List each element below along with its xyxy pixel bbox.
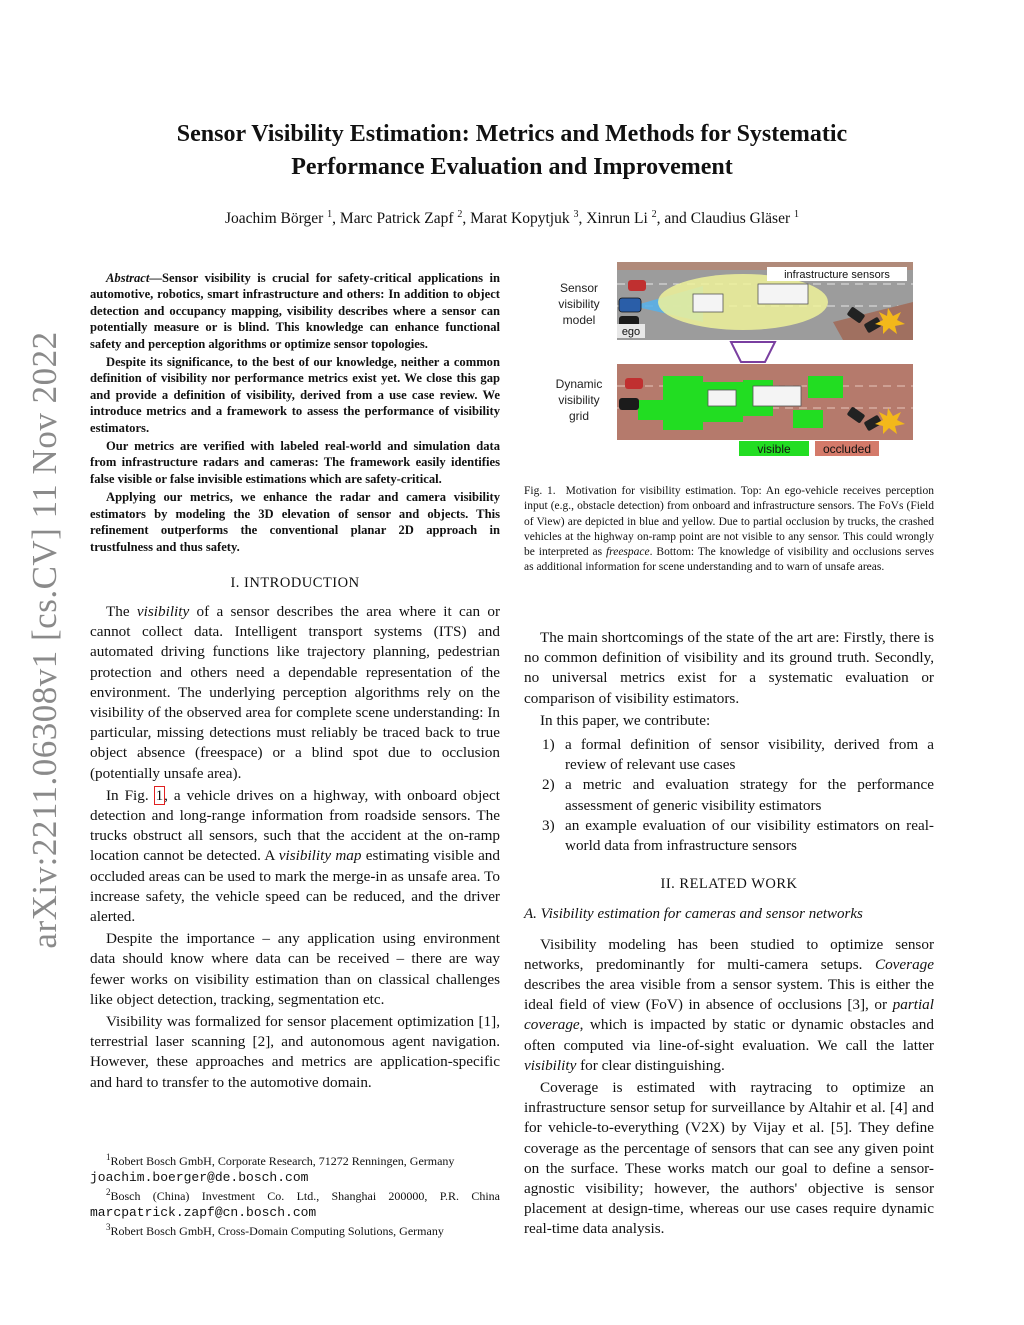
ego-label: ego: [621, 326, 641, 338]
visible-cell: [638, 400, 663, 420]
truck-1: [708, 390, 736, 406]
footnote-email[interactable]: [90, 1205, 500, 1221]
footnote: [90, 1150, 500, 1170]
bottom-label-line: Dynamic: [555, 377, 603, 391]
bottom-label-line: visibility: [558, 393, 600, 407]
paragraph: [90, 786, 500, 927]
abstract: [90, 270, 500, 555]
author-affiliation: 2: [457, 209, 463, 220]
top-label-line: visibility: [558, 297, 600, 311]
subsection-heading: A. Visibility estimation for cameras and sensor networks: [524, 906, 863, 923]
author-affiliation: 1: [794, 209, 800, 220]
author: Joachim Börger: [224, 210, 324, 228]
paragraph: [524, 935, 934, 1076]
arxiv-id-text: arXiv:2211.06308v1 [cs.CV] 11 Nov 2022: [25, 331, 64, 949]
list-text: an example evaluation of our visibility estimators on real-world data from infrastructure sensors: [565, 816, 934, 855]
title-line-1: Sensor Visibility Estimation: Metrics and Methods for Systematic: [176, 121, 848, 147]
footnote: [90, 1185, 500, 1205]
footnote-mark: 1: [106, 1152, 111, 1162]
emphasis: Coverage: [874, 955, 934, 973]
legend-visible-label: visible: [757, 442, 791, 456]
section-heading-introduction: I. INTRODUCTION: [230, 574, 360, 591]
abstract-paragraph: Applying our metrics, we enhance the radar and camera visibility estimators by modeling the 3D elevation of sensor and objects. This refinement outperforms the conventional planar 2D approach in trustfulness and thus safety.: [90, 490, 500, 554]
ego-car: [619, 298, 641, 312]
text-run: for clear distinguishing.: [576, 1056, 725, 1074]
author-affiliation: 1: [327, 209, 333, 220]
truck-2: [758, 284, 808, 304]
right-column: [524, 628, 934, 1242]
visible-cell: [663, 376, 703, 430]
author: Xinrun Li: [586, 210, 648, 228]
footnote-text: Bosch (China) Investment Co. Ltd., Shanghai 200000, P.R. China: [110, 1189, 500, 1203]
author-list: Joachim Börger $^1$, Marc Patrick Zapf $^2$, Marat Kopytjuk $^3$, Xinrun Li $^2$, and Claudius Gläser $^1$: [224, 209, 800, 228]
email-link[interactable]: marcpatrick.zapf@cn.bosch.com: [90, 1204, 317, 1220]
visible-cell: [793, 410, 823, 428]
footnote-text: Robert Bosch GmbH, Corporate Research, 71272 Renningen, Germany: [110, 1154, 455, 1168]
text-run: , a vehicle drives on a highway, with onboard object detection and long-range information from roadside sensors. The trucks obstruct all sensors, such that the accident at the on-ramp location cannot be detected. A: [90, 786, 500, 865]
emphasis: visibility: [136, 602, 190, 620]
truck-1: [693, 294, 723, 312]
car: [619, 398, 639, 410]
left-column: [90, 270, 500, 1095]
top-label-line: model: [562, 313, 596, 327]
author: Claudius Gläser: [690, 210, 791, 228]
paragraph: Coverage is estimated with raytracing to optimize an infrastructure sensor setup for surveillance by Altahir et al. [4] and for vehicle-to-everything (V2X) by Vijay et al. [5]. They define coverage as the percentage of sensors that can see any given point on the surface. These works match our goal to define a sensor-agnostic visibility; however, the authors' objective is sensor placement at design-time, whereas our use cases require dynamic real-time data analysis.: [524, 1079, 934, 1238]
paragraph: Despite the importance – any application using environment data should know where data can be received – there are way fewer works on visibility estimation than on classical challenges like object detection, tracking, segmentation etc.: [90, 930, 500, 1008]
paper-title: [100, 118, 924, 184]
caption-text: . Bottom: The knowledge of visibility and occlusions serves as additional information for scene understanding and to warn of unsafe areas.: [524, 546, 934, 574]
emphasis: freespace: [605, 546, 650, 559]
footnote-mark: 3: [106, 1222, 111, 1232]
abstract-lead: Abstract—: [106, 271, 162, 285]
email-link[interactable]: joachim.boerger@de.bosch.com: [90, 1169, 309, 1185]
emphasis: visibility map: [278, 847, 362, 865]
figure-1: [543, 260, 915, 458]
figure-1-caption: [524, 484, 934, 576]
list-text: a formal definition of sensor visibility, derived from a review of relevant use cases: [565, 736, 934, 774]
emphasis: partial coverage: [524, 996, 934, 1034]
list-number: 1): [542, 736, 555, 754]
abstract-paragraph: [90, 270, 500, 352]
abstract-paragraph: Our metrics are verified with labeled real-world and simulation data from infrastructure radars and cameras: The framework easily identifies false visible or false invisible estimations which are safety-critical.: [90, 439, 500, 486]
abstract-paragraph: Despite its significance, to the best of our knowledge, neither a common definition of visibility nor performance metrics exist yet. We close this gap and provide a definition of visibility, derived from a use case review. We introduce metrics and a framework to assess the performance of visibility estimators.: [90, 355, 500, 435]
abstract-text: Sensor visibility is crucial for safety-critical applications in automotive, robotics, smart infrastructure and others: In addition to object detection and occupancy mapping, visibility describes where a sensor can potentially measure or is blind. This knowledge can enhance functional safety and perception algorithms or optimize sensor topologies.: [90, 271, 500, 351]
list-item: [524, 735, 934, 775]
infra-label: infrastructure sensors: [784, 269, 890, 281]
text-run: estimating visible and occluded areas can be used to mark the merge-in as unsafe area. To increase safety, the vehicle speed can be reduced, and the driver alerted.: [90, 847, 500, 925]
footnote: [90, 1220, 500, 1240]
text-run: describes the area visible from a sensor system. This is either the ideal field of view (FoV) in absence of occlusions [3], or: [524, 976, 934, 1014]
transition-arrow-icon: [731, 342, 775, 362]
figure-reference-link[interactable]: 1: [155, 786, 164, 804]
car: [625, 378, 643, 389]
paragraph: In this paper, we contribute:: [540, 711, 711, 729]
footnotes: [90, 1150, 500, 1240]
text-run: In Fig.: [106, 786, 155, 804]
section-heading-related-work: II. RELATED WORK: [660, 876, 798, 893]
car: [628, 280, 646, 291]
figure-1-illustration: [543, 260, 915, 458]
list-item: [524, 775, 934, 815]
list-item: [524, 816, 934, 856]
top-panel: [543, 262, 913, 340]
text-run: of a sensor describes the area where it can or cannot collect data. Intelligent transport systems (ITS) and automated driving functions like trajectory planning, pedestrian protection and others need a dependable representation of the environment. The underlying perception algorithms rely on the visibility of the observed area for complete scene understanding: In particular, missing detections must reliably be traced back to true object absence (freespace) or a blind spot due to occlusion (potentially unsafe area).: [90, 602, 500, 782]
text-run: , which is impacted by static or dynamic obstacles and often computed via line-of-sight evaluation. We call the latter: [524, 1016, 934, 1054]
paragraph: [90, 602, 500, 784]
author: Marc Patrick Zapf: [339, 210, 454, 228]
text-run: The: [106, 602, 137, 620]
legend-occluded-label: occluded: [822, 442, 872, 456]
emphasis: visibility: [524, 1056, 577, 1074]
paragraph: The main shortcomings of the state of the art are: Firstly, there is no common definition of visibility and its ground truth. Secondly, no universal metrics exist for a systematic evaluation or comparison of visibility estimators.: [524, 629, 934, 707]
list-number: 3): [542, 816, 555, 834]
visible-cell: [808, 376, 843, 398]
caption-label: Fig. 1.: [524, 485, 556, 497]
introduction-text: [90, 602, 500, 1093]
footnote-text: Robert Bosch GmbH, Cross-Domain Computing Solutions, Germany: [110, 1224, 444, 1238]
truck-2: [753, 386, 801, 406]
bottom-label-line: grid: [568, 409, 590, 423]
contribution-list: [524, 735, 934, 856]
author-affiliation: 2: [651, 209, 657, 220]
paragraph: Visibility was formalized for sensor placement optimization [1], terrestrial laser scanning [2], and autonomous agent navigation. However, these approaches and metrics are application-specific and hard to transfer to the automotive domain.: [90, 1012, 500, 1091]
author: Marat Kopytjuk: [470, 210, 570, 228]
text-run: Visibility modeling has been studied to optimize sensor networks, predominantly for multi-camera setups.: [524, 935, 934, 973]
list-number: 2): [542, 776, 555, 794]
footnote-email[interactable]: [90, 1170, 500, 1186]
footnote-mark: 2: [106, 1187, 111, 1197]
author-affiliation: 3: [573, 209, 579, 220]
list-text: a metric and evaluation strategy for the performance assessment of generic visibility estimators: [565, 776, 934, 814]
bottom-panel: [543, 364, 913, 456]
caption-text: Motivation for visibility estimation. Top: An ego-vehicle receives perception input (e.g., obstacle detection) from onboard and infrastructure sensors. The FoVs (Field of View) are depicted in blue and yellow. Due to partial occlusion by trucks, the crashed vehicles at the highway on-ramp point are not visible to any sensor. This could wrongly be interpreted as: [524, 485, 934, 559]
title-line-2: Performance Evaluation and Improvement: [291, 154, 733, 180]
top-label-line: Sensor: [559, 281, 599, 295]
